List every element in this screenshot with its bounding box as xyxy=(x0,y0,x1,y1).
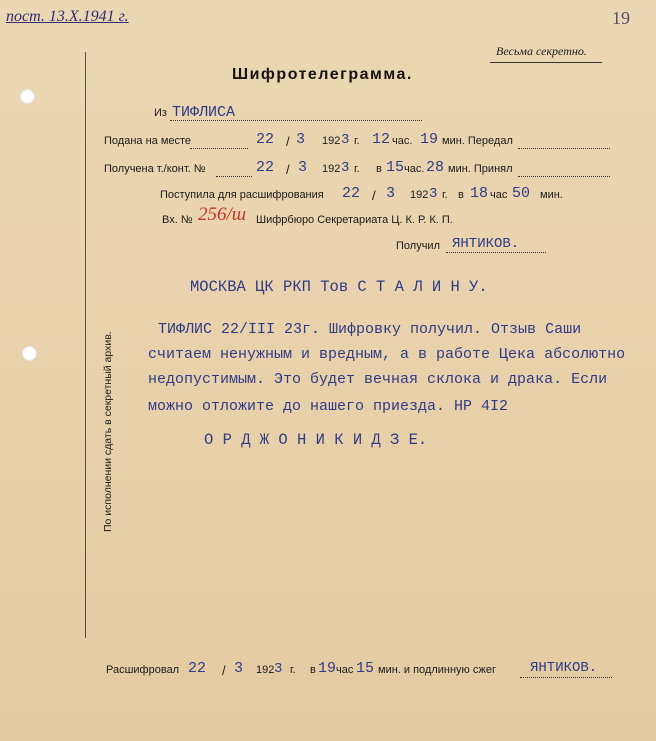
archive-side-note: По исполнении сдать в секретный архив. xyxy=(102,331,114,532)
sent-dots-1 xyxy=(190,148,248,149)
deciphered-hour-label: час xyxy=(336,664,354,676)
deciphered-name: ЯНТИКОВ. xyxy=(530,660,598,676)
sent-hour-label: час. xyxy=(392,135,413,147)
signature-line: О Р Д Ж О Н И К И Д З Е. xyxy=(204,431,428,449)
deciphered-year-prefix: 192 xyxy=(256,664,275,676)
incoming-bureau: Шифрбюро Секретариата Ц. К. Р. К. П. xyxy=(256,214,453,226)
addressee-line: МОСКВА ЦК РКП Тов С Т А Л И Н У. xyxy=(190,278,488,296)
margin-line xyxy=(85,52,86,638)
received-v: в xyxy=(376,163,382,175)
sent-g: г. xyxy=(354,135,360,147)
body-line-3: недопустимым. Это будет вечная склока и драка. Если xyxy=(148,371,608,388)
body-line-2: считаем ненужным и вредным, а в работе Цека абсолютно xyxy=(148,346,626,363)
deciphered-minute: 15 xyxy=(356,660,375,677)
sent-label: Подана на месте xyxy=(104,135,192,147)
decipher-hour-label: час xyxy=(490,189,508,201)
incoming-label: Вх. № xyxy=(162,214,193,226)
received-slash: / xyxy=(286,162,290,177)
document-title: Шифротелеграмма. xyxy=(232,66,413,83)
sent-year-prefix: 192 xyxy=(322,135,341,147)
deciphered-month: 3 xyxy=(234,660,244,677)
from-value: ТИФЛИСА xyxy=(172,104,236,121)
received-dots-1 xyxy=(216,176,252,177)
punch-hole-bottom xyxy=(22,346,37,361)
received-by-dots xyxy=(446,252,546,253)
body-line-1: ТИФЛИС 22/III 23г. Шифровку получил. Отзыв Саши xyxy=(158,321,582,338)
classification-label: Весьма секретно. xyxy=(496,44,587,58)
decipher-day: 22 xyxy=(342,185,361,202)
decipher-minute: 50 xyxy=(512,185,531,202)
deciphered-label: Расшифровал xyxy=(106,664,180,676)
received-day: 22 xyxy=(256,159,275,176)
decipher-year-digit: 3 xyxy=(429,186,438,202)
body-line-4: можно отложите до нашего приезда. НР 4I2 xyxy=(148,398,509,415)
sent-hour: 12 xyxy=(372,131,391,148)
classification-underline xyxy=(490,62,602,63)
received-year-digit: 3 xyxy=(341,160,350,176)
sent-minute: 19 xyxy=(420,131,439,148)
decipher-g: г. xyxy=(442,189,448,201)
received-minute-label: мин. Принял xyxy=(448,163,513,175)
sent-month: 3 xyxy=(296,131,306,148)
punch-hole-top xyxy=(20,89,35,104)
sent-day: 22 xyxy=(256,131,275,148)
from-label: Из xyxy=(154,107,167,119)
deciphered-g: г. xyxy=(290,664,296,676)
archive-annotation: пост. 13.X.1941 г. xyxy=(6,8,129,25)
received-year-prefix: 192 xyxy=(322,163,341,175)
decipher-year-prefix: 192 xyxy=(410,189,429,201)
received-hour: 15 xyxy=(386,159,405,176)
sent-dots-2 xyxy=(518,148,610,149)
received-label: Получена т./конт. № xyxy=(104,163,206,175)
received-by-name: ЯНТИКОВ. xyxy=(452,236,520,252)
deciphered-day: 22 xyxy=(188,660,207,677)
received-dots-2 xyxy=(518,176,610,177)
deciphered-year-digit: 3 xyxy=(274,661,283,677)
deciphered-hour: 19 xyxy=(318,660,337,677)
deciphered-slash: / xyxy=(222,663,226,678)
received-month: 3 xyxy=(298,159,308,176)
decipher-v: в xyxy=(458,189,464,201)
decipher-minute-label: мин. xyxy=(540,189,563,201)
sent-slash: / xyxy=(286,134,290,149)
received-g: г. xyxy=(354,163,360,175)
sent-year-digit: 3 xyxy=(341,132,350,148)
deciphered-dots xyxy=(520,677,612,678)
received-hour-label: час. xyxy=(404,163,425,175)
received-by-label: Получил xyxy=(396,240,440,252)
deciphered-minute-label: мин. и подлинную сжег xyxy=(378,664,496,676)
decipher-hour: 18 xyxy=(470,185,489,202)
incoming-number: 256/ш xyxy=(198,204,247,225)
page-number: 19 xyxy=(612,8,630,28)
deciphered-v: в xyxy=(310,664,316,676)
decipher-month: 3 xyxy=(386,185,396,202)
received-minute: 28 xyxy=(426,159,445,176)
decipher-label: Поступила для расшифрования xyxy=(160,189,324,201)
sent-minute-label: мин. Передал xyxy=(442,135,513,147)
decipher-slash: / xyxy=(372,188,376,203)
